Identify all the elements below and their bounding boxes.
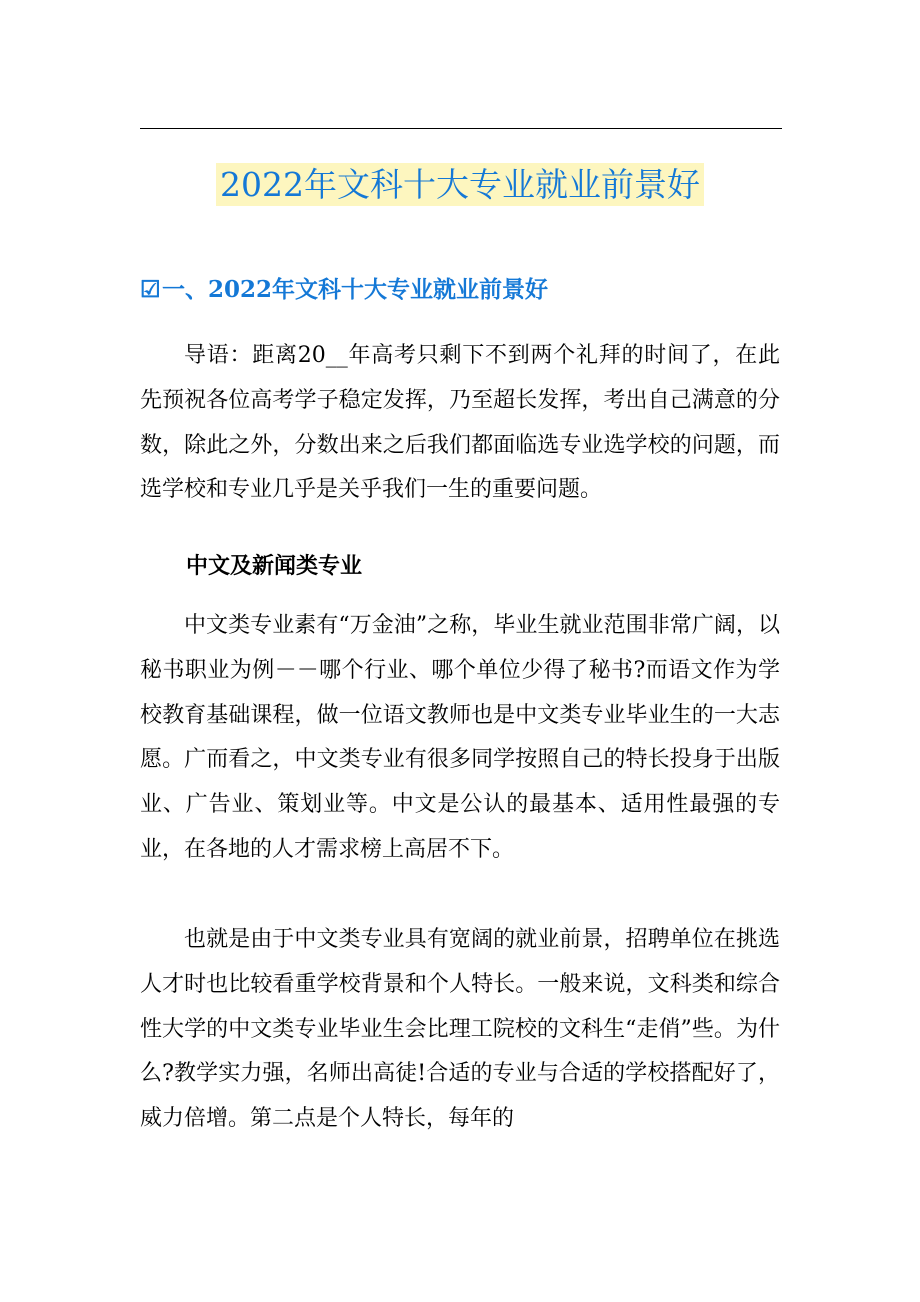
body-paragraph: 也就是由于中文类专业具有宽阔的就业前景，招聘单位在挑选人才时也比较看重学校背景和个人特长。一般来说，文科类和综合性大学的中文类专业毕业生会比理工院校的文科生“走俏”些。为什么?教学实力强，名师出高徒!合适的专业与合适的学校搭配好了，威力倍增。第二点是个人特长，每年的 (140, 927, 780, 1132)
document-title-text: 2022年文科十大专业就业前景好 (216, 163, 704, 206)
section-heading-text: 一、2022年文科十大专业就业前景好 (162, 276, 549, 303)
intro-paragraph: 导语：距离20__年高考只剩下不到两个礼拜的时间了，在此先预祝各位高考学子稳定发挥，乃至超长发挥，考出自己满意的分数，除此之外，分数出来之后我们都面临选专业选学校的问题，而选学校和专业几乎是关乎我们一生的重要问题。 (140, 343, 780, 503)
section-heading (140, 270, 780, 310)
checkbox-icon: ☑ (140, 276, 161, 303)
document-title (0, 158, 920, 212)
subheading: 中文及新闻类专业 (186, 553, 363, 579)
body-paragraph: 中文类专业素有“万金油”之称，毕业生就业范围非常广阔，以秘书职业为例－－哪个行业、哪个单位少得了秘书?而语文作为学校教育基础课程，做一位语文教师也是中文类专业毕业生的一大志愿。广而看之，中文类专业有很多同学按照自己的特长投身于出版业、广告业、策划业等。中文是公认的最基本、适用性最强的专业，在各地的人才需求榜上高居不下。 (140, 613, 780, 862)
header-rule (140, 128, 782, 129)
